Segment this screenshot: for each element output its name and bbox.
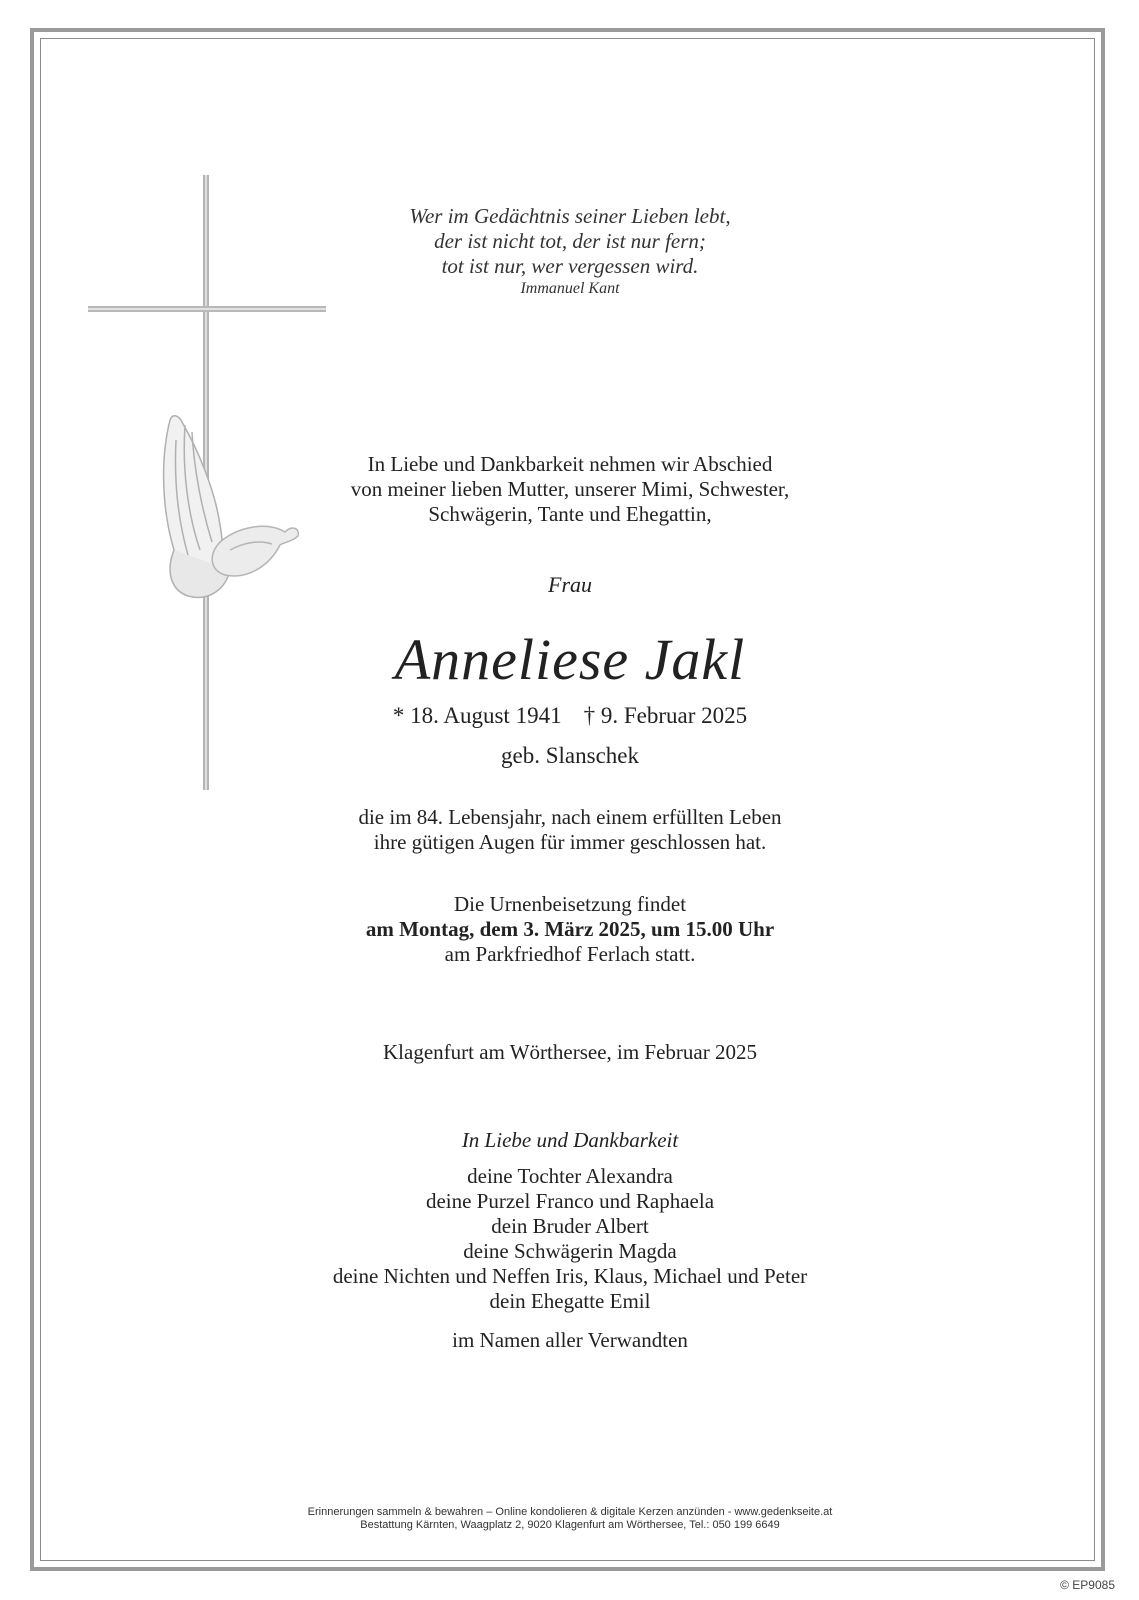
mourner-line: deine Purzel Franco und Raphaela	[425, 1189, 715, 1213]
intro-line: von meiner lieben Mutter, unserer Mimi, Schwester,	[350, 477, 790, 501]
intro-line: Schwägerin, Tante und Ehegattin,	[428, 502, 712, 526]
mourner-line: dein Ehegatte Emil	[489, 1289, 651, 1313]
document-code: © EP9085	[1060, 1578, 1115, 1592]
mourner-line: deine Schwägerin Magda	[463, 1239, 677, 1263]
life-dates	[280, 703, 860, 729]
mourners-closing: im Namen aller Verwandten	[452, 1328, 688, 1352]
footer-line: Erinnerungen sammeln & bewahren – Online kondolieren & digitale Kerzen anzünden - www.gedenkseite.at	[307, 1506, 833, 1518]
mourners-title: In Liebe und Dankbarkeit	[461, 1128, 679, 1152]
mourners-list	[280, 1164, 860, 1314]
birth-date: * 18. August 1941	[392, 703, 562, 728]
birth-name: geb. Slanschek	[501, 743, 639, 768]
salutation: Frau	[548, 572, 592, 597]
life-line: ihre gütigen Augen für immer geschlossen hat.	[373, 830, 767, 854]
burial-line: Die Urnenbeisetzung findet	[453, 892, 687, 916]
quote-line: der ist nicht tot, der ist nur fern;	[434, 229, 706, 253]
life-line: die im 84. Lebensjahr, nach einem erfüllten Leben	[358, 805, 782, 829]
death-date: † 9. Februar 2025	[583, 703, 748, 728]
mourner-line: dein Bruder Albert	[491, 1214, 649, 1238]
mourner-line: deine Tochter Alexandra	[467, 1164, 673, 1188]
quote-line: tot ist nur, wer vergessen wird.	[441, 254, 699, 278]
burial-date-time: am Montag, dem 3. März 2025, um 15.00 Uhr	[365, 917, 775, 941]
footer-line: Bestattung Kärnten, Waagplatz 2, 9020 Klagenfurt am Wörthersee, Tel.: 050 199 6649	[360, 1519, 780, 1531]
life-statement	[280, 805, 860, 855]
dove-icon	[212, 526, 298, 576]
burial-details	[280, 892, 860, 967]
place-and-date: Klagenfurt am Wörthersee, im Februar 2025	[383, 1040, 757, 1064]
burial-location: am Parkfriedhof Ferlach statt.	[444, 942, 696, 966]
funeral-home-footer	[270, 1506, 870, 1532]
quote-author: Immanuel Kant	[520, 280, 620, 297]
intro-line: In Liebe und Dankbarkeit nehmen wir Abschied	[367, 452, 773, 476]
quote-line: Wer im Gedächtnis seiner Lieben lebt,	[409, 204, 731, 228]
memorial-quote	[280, 204, 860, 299]
farewell-intro	[280, 452, 860, 527]
deceased-name: Anneliese Jakl	[394, 627, 746, 692]
mourner-line: deine Nichten und Neffen Iris, Klaus, Michael und Peter	[332, 1264, 808, 1288]
